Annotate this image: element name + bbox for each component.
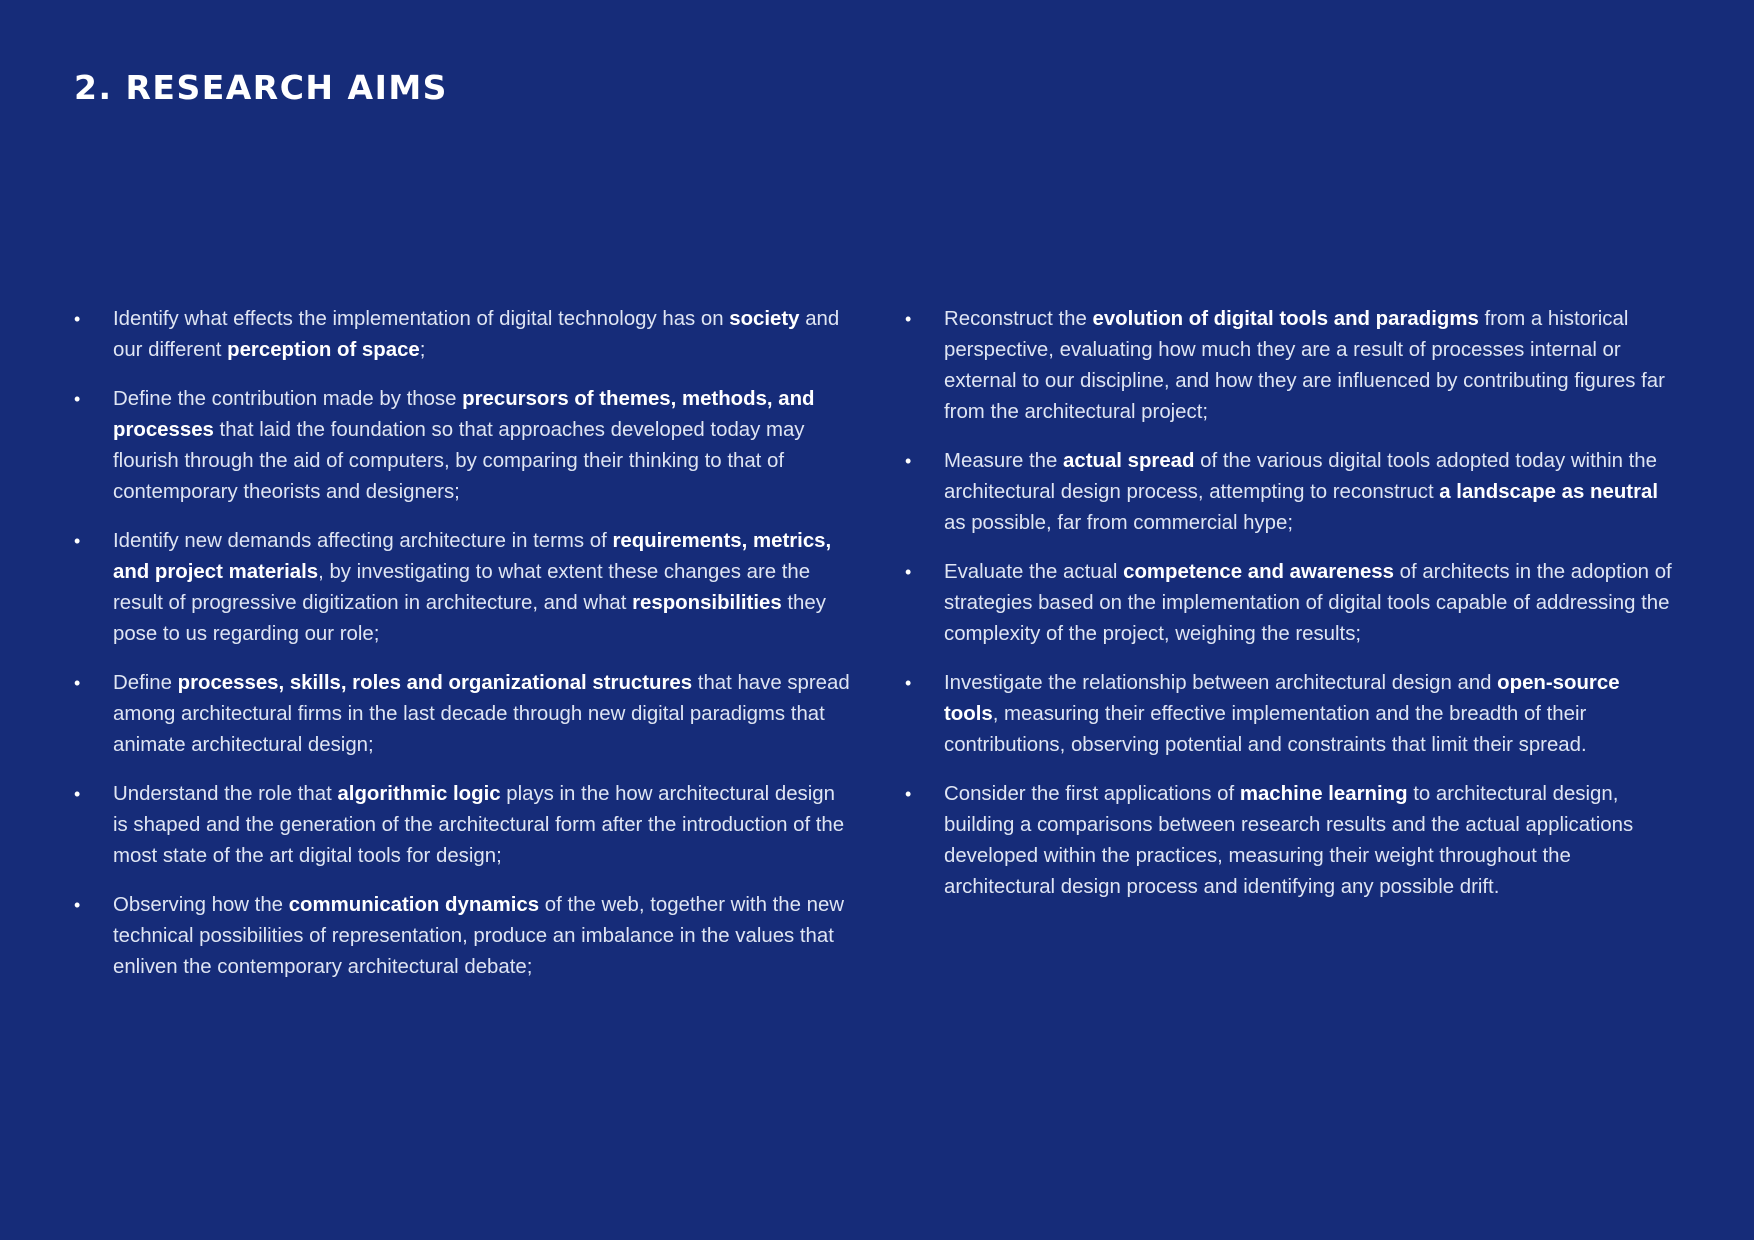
aim-text: , measuring their effective implementation and the breadth of their contributions, observing potential and constraints that limit their spread. (944, 703, 1587, 756)
aim-item (905, 304, 1675, 428)
aim-item (905, 668, 1675, 761)
aim-text: of the various digital tools adopted today within the architectural design process, attempting to reconstruct (944, 450, 1657, 503)
aim-keyword: processes, skills, roles and organizational structures (177, 672, 693, 694)
aim-item (905, 557, 1675, 650)
aim-text: that have spread among architectural firms in the last decade through new digital paradigms that animate architectural design; (113, 672, 850, 756)
aim-item (74, 304, 852, 366)
aim-item (74, 779, 852, 872)
aim-item (905, 446, 1675, 539)
aim-keyword: open-source tools (944, 672, 1620, 725)
aim-text: plays in the how architectural design is shaped and the generation of the architectural form after the introduction of the most state of the art digital tools for design; (113, 783, 845, 867)
aim-text: they pose to us regarding our role; (113, 592, 826, 645)
aim-keyword: society (729, 308, 800, 330)
aim-text: of architects in the adoption of strategies based on the implementation of digital tools capable of addressing the complexity of the project, weighing the results; (944, 561, 1672, 645)
aim-text: Reconstruct the (944, 308, 1093, 330)
aim-text: Understand the role that (113, 783, 338, 805)
aim-keyword: evolution of digital tools and paradigms (1092, 308, 1479, 330)
right-aims-list (905, 304, 1675, 921)
aim-text: from a historical perspective, evaluating how much they are a result of processes internal or external to our discipline, and how they are influenced by contributing figures far from the architectural project; (944, 308, 1665, 423)
aim-keyword: a landscape as neutral (1439, 481, 1659, 503)
aim-keyword: machine learning (1239, 783, 1408, 805)
aim-keyword: actual spread (1063, 450, 1195, 472)
aim-text: and our different (113, 308, 840, 361)
aim-text: Measure the (944, 450, 1064, 472)
aim-keyword: perception of space (227, 339, 420, 361)
aim-item (74, 526, 852, 650)
aim-item (905, 779, 1675, 903)
aim-keyword: responsibilities (632, 592, 782, 614)
aim-text: Consider the first applications of (944, 783, 1240, 805)
aim-item (74, 890, 852, 983)
aim-keyword: requirements, metrics, and project materials (113, 530, 832, 583)
aim-keyword: precursors of themes, methods, and processes (113, 388, 815, 441)
aim-keyword: communication dynamics (288, 894, 540, 916)
aim-keyword: competence and awareness (1123, 561, 1394, 583)
aim-text: of the web, together with the new technical possibilities of representation, produce an imbalance in the values that enliven the contemporary architectural debate; (113, 894, 845, 978)
aim-text: Define the contribution made by those (113, 388, 463, 410)
aim-text: Identify what effects the implementation of digital technology has on (113, 308, 730, 330)
aim-keyword: algorithmic logic (337, 783, 501, 805)
aim-text: to architectural design, building a comparisons between research results and the actual applications developed within the practices, measuring their weight throughout the architectural design process and identifying any possible drift. (944, 783, 1634, 898)
aim-item (74, 668, 852, 761)
aim-text: that laid the foundation so that approaches developed today may flourish through the aid of computers, by comparing their thinking to that of contemporary theorists and designers; (113, 419, 805, 503)
aim-text: Define (113, 672, 178, 694)
aim-text: , by investigating to what extent these changes are the result of progressive digitization in architecture, and what (113, 561, 811, 614)
aim-item (74, 384, 852, 508)
aim-text: as possible, far from commercial hype; (944, 512, 1294, 534)
aim-text: Observing how the (113, 894, 289, 916)
left-aims-list (74, 304, 852, 1001)
aim-text: Investigate the relationship between architectural design and (944, 672, 1498, 694)
aim-text: Evaluate the actual (944, 561, 1124, 583)
aim-text: Identify new demands affecting architecture in terms of (113, 530, 613, 552)
page-title: 2. RESEARCH AIMS (74, 68, 448, 107)
aim-text: ; (419, 339, 426, 361)
